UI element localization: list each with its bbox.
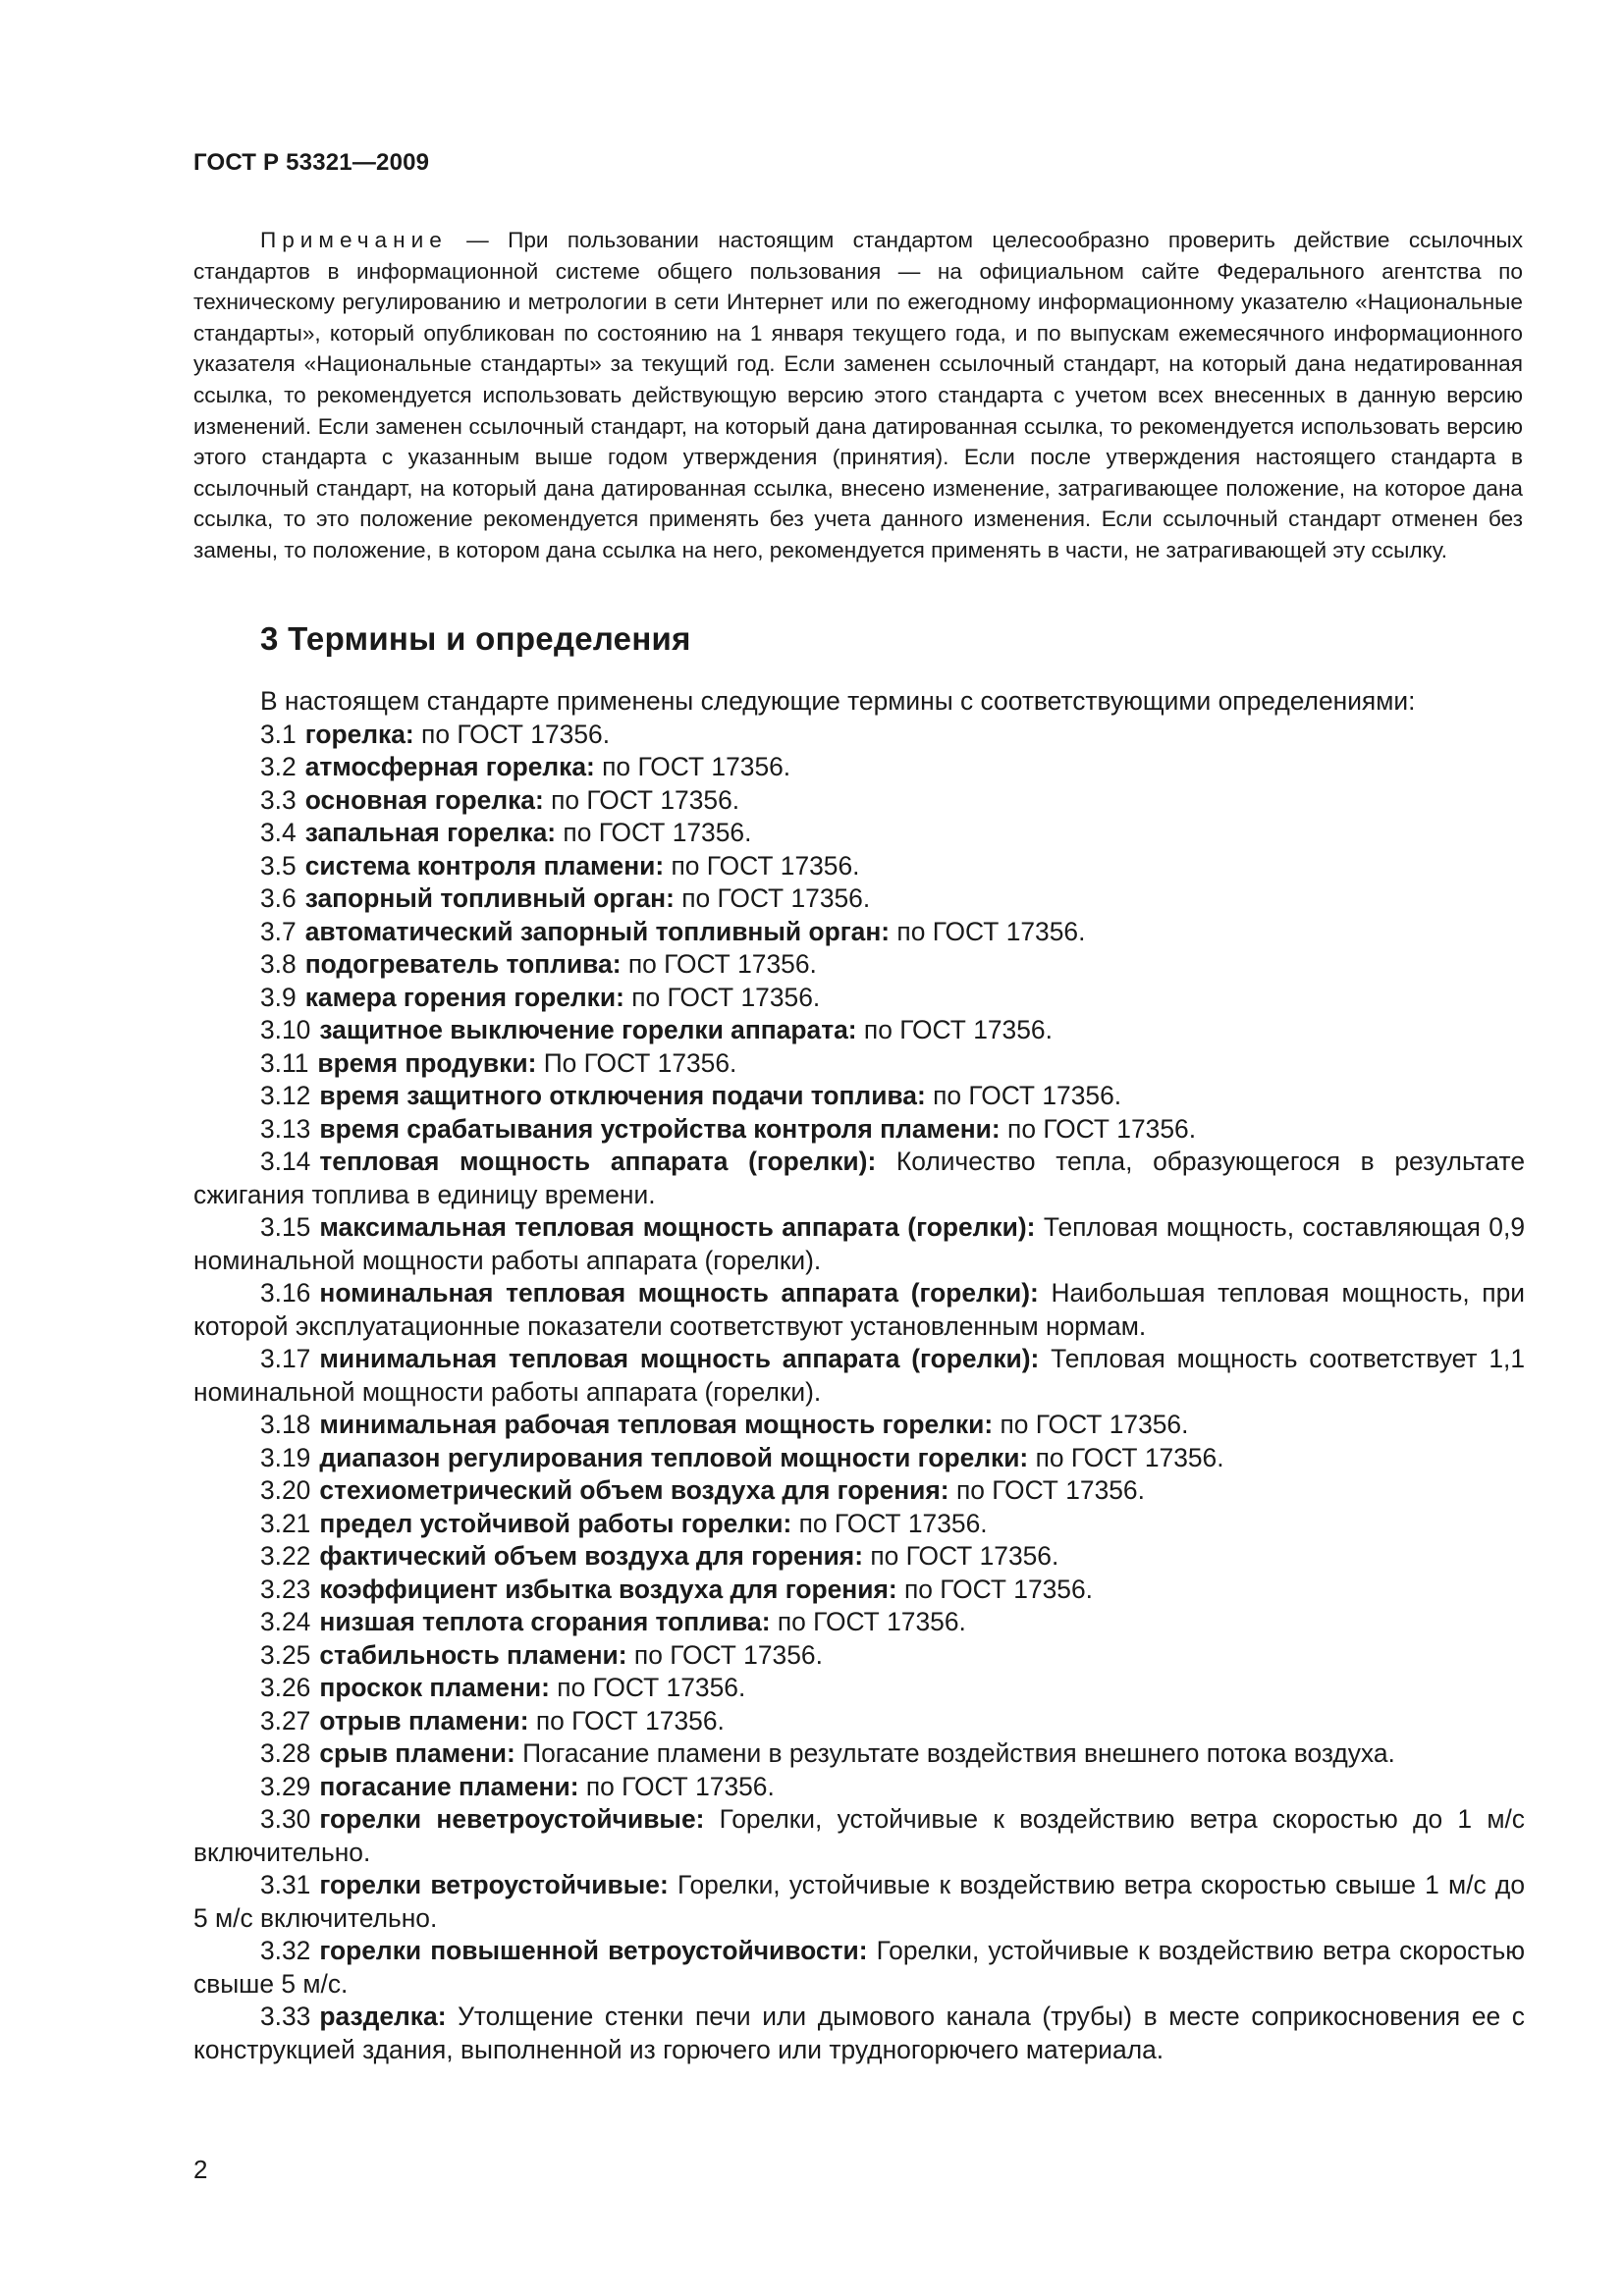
term-definition: по ГОСТ 17356. [623, 982, 821, 1012]
term-name: минимальная рабочая тепловая мощность горелки: [319, 1410, 994, 1439]
term-entry [193, 1705, 1525, 1738]
term-name: подогреватель топлива: [304, 949, 622, 979]
term-entry [193, 751, 1525, 784]
term-number: 3.17 [260, 1344, 311, 1373]
term-number: 3.29 [260, 1771, 311, 1801]
term-entry [193, 1574, 1525, 1607]
term-name: стехиометрический объем воздуха для горения: [319, 1475, 949, 1505]
term-definition: по ГОСТ 17356. [528, 1705, 725, 1735]
term-definition: по ГОСТ 17356. [543, 784, 740, 815]
term-definition: Количество тепла, образующегося в результате сжигания топлива в единицу времени. [193, 1147, 1525, 1209]
term-number: 3.14 [260, 1147, 311, 1176]
term-name: предел устойчивой работы горелки: [319, 1508, 792, 1538]
term-name: время срабатывания устройства контроля пламени: [319, 1113, 1001, 1144]
term-entry [193, 1803, 1525, 1869]
term-name: разделка: [319, 2002, 447, 2031]
term-entry [193, 1639, 1525, 1673]
term-entry [193, 882, 1525, 916]
reference-note [193, 225, 1523, 566]
term-entry [193, 1277, 1525, 1343]
term-definition: Наибольшая тепловая мощность, при которой эксплуатационные показатели соответствуют установленным нормам. [193, 1278, 1525, 1341]
term-entry [193, 1935, 1525, 2001]
term-number: 3.11 [260, 1047, 309, 1078]
term-definition: по ГОСТ 17356. [863, 1541, 1059, 1571]
term-definition: по ГОСТ 17356. [925, 1081, 1122, 1110]
term-number: 3.1 [260, 719, 297, 749]
term-name: минимальная тепловая мощность аппарата (горелки): [319, 1344, 1040, 1373]
page-number: 2 [193, 2155, 208, 2184]
term-name: максимальная тепловая мощность аппарата (горелки): [319, 1212, 1036, 1242]
term-entry [193, 784, 1525, 818]
term-definition: Тепловая мощность соответствует 1,1 номинальной мощности работы аппарата (горелки). [193, 1344, 1525, 1407]
term-entry [193, 1606, 1525, 1639]
term-entry [193, 1014, 1525, 1047]
term-definition: по ГОСТ 17356. [664, 850, 860, 881]
term-name: погасание пламени: [319, 1771, 579, 1801]
term-definition: Горелки, устойчивые к воздействию ветра скоростью до 1 м/с включительно. [193, 1804, 1525, 1867]
term-definition: по ГОСТ 17356. [626, 1639, 823, 1670]
term-entry [193, 1146, 1525, 1211]
term-definition: по ГОСТ 17356. [948, 1475, 1145, 1505]
term-name: коэффициент избытка воздуха для горения: [319, 1574, 897, 1604]
term-entry [193, 817, 1525, 850]
term-definition: по ГОСТ 17356. [896, 1574, 1093, 1604]
term-entry [193, 1113, 1525, 1147]
term-definition: по ГОСТ 17356. [993, 1410, 1189, 1439]
term-number: 3.16 [260, 1278, 311, 1308]
term-definition: по ГОСТ 17356. [1028, 1442, 1224, 1472]
term-number: 3.12 [260, 1081, 311, 1110]
term-number: 3.22 [260, 1541, 311, 1571]
term-name: срыв пламени: [319, 1738, 515, 1768]
term-number: 3.32 [260, 1936, 311, 1965]
term-definition: по ГОСТ 17356. [770, 1607, 966, 1636]
section-intro: В настоящем стандарте применены следующие термины с соответствующими определениями: [260, 686, 1416, 716]
term-name: основная горелка: [304, 784, 544, 815]
term-number: 3.15 [260, 1212, 311, 1242]
term-entry [193, 1508, 1525, 1541]
term-definition: по ГОСТ 17356. [556, 818, 752, 847]
term-name: фактический объем воздуха для горения: [319, 1541, 863, 1571]
term-entry [193, 850, 1525, 883]
term-definition: Погасание пламени в результате воздействия внешнего потока воздуха. [514, 1738, 1395, 1768]
term-number: 3.21 [260, 1508, 311, 1538]
term-number: 3.33 [260, 2002, 311, 2031]
term-name: запорный топливный орган: [304, 883, 675, 913]
term-number: 3.6 [260, 883, 297, 913]
term-number: 3.31 [260, 1870, 311, 1899]
term-definition: по ГОСТ 17356. [549, 1673, 746, 1702]
term-name: камера горения горелки: [304, 982, 624, 1012]
term-name: горелки неветроустойчивые: [319, 1804, 705, 1834]
term-name: стабильность пламени: [319, 1639, 627, 1670]
term-number: 3.26 [260, 1673, 311, 1702]
term-number: 3.20 [260, 1475, 311, 1505]
term-definition: по ГОСТ 17356. [594, 752, 791, 781]
section-title: 3 Термины и определения [260, 620, 691, 657]
terms-container [193, 719, 1525, 2067]
term-definition: Горелки, устойчивые к воздействию ветра скоростью свыше 1 м/с до 5 м/с включительно. [193, 1870, 1525, 1933]
term-definition: по ГОСТ 17356. [890, 916, 1086, 946]
term-entry [193, 1672, 1525, 1705]
term-number: 3.25 [260, 1639, 311, 1670]
term-name: горелка: [304, 719, 414, 749]
term-entry [193, 1343, 1525, 1409]
term-definition: Утолщение стенки печи или дымового канала (трубы) в месте соприкосновения ее с конструкцией здания, выполненной из горючего или трудногорючего материала. [193, 2002, 1525, 2064]
term-name: тепловая мощность аппарата (горелки): [319, 1147, 877, 1176]
term-definition: по ГОСТ 17356. [621, 949, 817, 979]
term-name: время продувки: [317, 1047, 537, 1078]
document-header: ГОСТ Р 53321—2009 [193, 149, 430, 176]
term-definition: По ГОСТ 17356. [536, 1047, 737, 1078]
term-definition: Тепловая мощность, составляющая 0,9 номинальной мощности работы аппарата (горелки). [193, 1212, 1525, 1275]
term-entry [193, 1474, 1525, 1508]
term-number: 3.5 [260, 850, 297, 881]
term-number: 3.28 [260, 1738, 311, 1768]
term-name: атмосферная горелка: [304, 752, 595, 781]
note-text: — При пользовании настоящим стандартом целесообразно проверить действие ссылочных стандартов в информационной системе общего пользования — на официальном сайте Федерального агентства по техническому регулированию и метрологии в сети Интернет или по ежегодному информационному указателю «Национальные стандарты», который опубликован по состоянию на 1 января текущего года, и по выпускам ежемесячного информационного указателя «Национальные стандарты» за текущий год. Если заменен ссылочный стандарт, на который дана недатированная ссылка, то рекомендуется использовать действующую версию этого стандарта с учетом всех внесенных в данную версию изменений. Если заменен ссылочный стандарт, на который дана датированная ссылка, то рекомендуется использовать версию этого стандарта с указанным выше годом утверждения (принятия). Если после утверждения настоящего стандарта в ссылочный стандарт, на который дана датированная ссылка, внесено изменение, затрагивающее положение, на которое дана ссылка, то это положение рекомендуется применять без учета данного изменения. Если ссылочный стандарт отменен без замены, то положение, в котором дана ссылка на него, рекомендуется применять в части, не затрагивающей эту ссылку. [193, 228, 1523, 562]
note-label: Примечание [260, 228, 448, 252]
term-definition: по ГОСТ 17356. [791, 1508, 988, 1538]
term-name: запальная горелка: [304, 818, 557, 847]
term-name: номинальная тепловая мощность аппарата (горелки): [319, 1278, 1039, 1308]
term-entry [193, 1211, 1525, 1277]
term-number: 3.10 [260, 1015, 311, 1044]
term-name: автоматический запорный топливный орган: [304, 916, 891, 946]
term-name: защитное выключение горелки аппарата: [319, 1015, 857, 1044]
term-name: диапазон регулирования тепловой мощности горелки: [319, 1442, 1029, 1472]
term-definition: по ГОСТ 17356. [674, 883, 871, 913]
term-number: 3.4 [260, 818, 297, 847]
term-name: отрыв пламени: [319, 1705, 529, 1735]
term-number: 3.9 [260, 982, 297, 1012]
term-entry [193, 1737, 1525, 1771]
term-name: горелки повышенной ветроустойчивости: [319, 1936, 868, 1965]
term-entry [193, 1080, 1525, 1113]
term-number: 3.7 [260, 916, 297, 946]
term-number: 3.13 [260, 1113, 311, 1144]
terms-list [193, 685, 1525, 2066]
term-number: 3.8 [260, 949, 297, 979]
term-definition: по ГОСТ 17356. [578, 1771, 775, 1801]
term-entry [193, 916, 1525, 949]
term-number: 3.19 [260, 1442, 311, 1472]
term-definition: по ГОСТ 17356. [856, 1015, 1053, 1044]
term-entry [193, 1047, 1525, 1081]
term-entry [193, 1540, 1525, 1574]
term-number: 3.18 [260, 1410, 311, 1439]
term-name: горелки ветроустойчивые: [319, 1870, 669, 1899]
term-entry [193, 982, 1525, 1015]
term-entry [193, 2001, 1525, 2066]
term-name: проскок пламени: [319, 1673, 550, 1702]
term-number: 3.30 [260, 1804, 311, 1834]
term-entry [193, 1869, 1525, 1935]
term-entry [193, 1409, 1525, 1442]
term-name: время защитного отключения подачи топлива: [319, 1081, 926, 1110]
term-definition: по ГОСТ 17356. [1000, 1113, 1197, 1144]
term-definition: Горелки, устойчивые к воздействию ветра скоростью свыше 5 м/с. [193, 1936, 1525, 1999]
term-definition: по ГОСТ 17356. [413, 719, 611, 749]
term-entry [193, 1771, 1525, 1804]
term-entry [193, 948, 1525, 982]
term-number: 3.2 [260, 752, 297, 781]
term-entry [193, 719, 1525, 752]
note-paragraph [193, 225, 1523, 566]
term-number: 3.3 [260, 784, 297, 815]
term-number: 3.27 [260, 1705, 311, 1735]
term-number: 3.23 [260, 1574, 311, 1604]
term-number: 3.24 [260, 1607, 311, 1636]
term-entry [193, 1442, 1525, 1475]
term-name: система контроля пламени: [304, 850, 665, 881]
term-name: низшая теплота сгорания топлива: [319, 1607, 771, 1636]
